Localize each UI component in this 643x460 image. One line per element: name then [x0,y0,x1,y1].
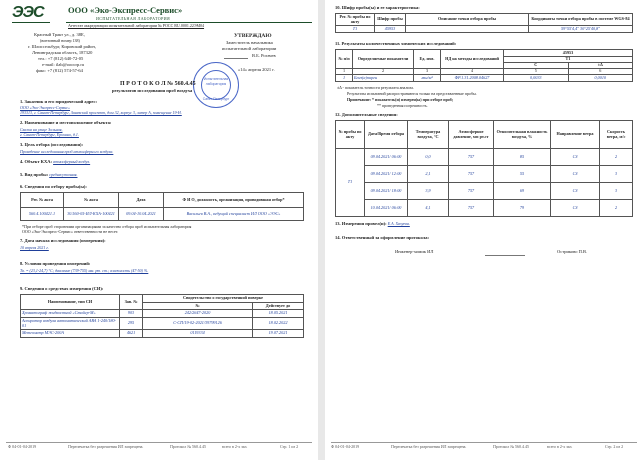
table-cell: Аспиратор воздуха автоматический АВА 1-240/180-01 [21,318,120,330]
footer-form-code: Ф 04-01-04-2019 [8,444,37,449]
table-cell: СЗ [551,200,600,217]
table-cell: Васильев В.А., ведущий специалист ИЛ ООО «ЭЭС» [164,208,304,221]
table-header-cell: Температура воздуха, °С [408,121,449,149]
sampling-note: ООО «Эко-Экспресс-Сервис» ответственности не несет. [22,229,119,234]
table-cell: Т1 [336,149,365,217]
table-row [21,330,304,338]
table-header-cell: Т1 [504,57,633,63]
table-cell: 903 [120,310,143,318]
section-13-value: Е.А. Хазуева. [387,221,410,226]
responsible-signature-line [485,255,525,256]
section-7-label: 7. Дата начала исследования (измерения): [20,238,106,243]
table-index-cell: 2 [353,69,414,75]
responsible-role: Инженер-химик ИЛ [395,249,434,254]
footer-copies: всего в 2-х экз. [222,444,248,449]
table-cell: 2,1 [408,166,449,183]
table-header-cell: Зав. № [120,295,143,310]
address-line: факс: +7 (812) 574-57-64 [36,68,83,73]
approve-signature-line [224,58,248,59]
table-cell: 09.04.2021/ 06:00 [365,149,408,166]
table-cell: 3 [600,166,633,183]
address-line: тел.: +7 (812) 640-72-05 [38,56,84,61]
table-row [336,166,633,183]
results-note: ±Δ - показатель точности результата анализа. [337,85,414,90]
table-cell: 09.04-10.04.2021 [119,208,164,221]
section-13-label: 13. Измерения провел(и): [335,221,388,226]
section-4-label: 4. Объект КХА: [20,159,54,164]
table-cell: 69 [494,183,551,200]
table-cell: ФР.1.31.2008.04627 [441,75,504,82]
table-header-row [336,14,633,26]
sampling-table [20,192,304,221]
table-cell: С-СП/19-02-2021/39799126 [143,318,253,330]
table-header-cell: Шифр пробы [375,14,406,26]
table-header-cell: Действует до [253,303,304,310]
section-12-label: 12. Дополнительные сведения: [335,112,398,117]
table-cell: 1 [336,75,353,82]
table-cell: 18.05.2021 [253,310,304,318]
table-header-cell: С [504,63,569,69]
table-cell: СЗ [551,149,600,166]
table-index-cell: 5 [504,69,569,75]
company-logo: ЭЭС [12,4,44,21]
table-index-cell: 6 [568,69,633,75]
section-14-label: 14. Ответственный за оформление протокола: [335,235,430,240]
table-cell: 757 [449,149,494,166]
table-cell: 757 [449,183,494,200]
table-cell: Хроматограф жидкостной «Стайер-М» [21,310,120,318]
table-cell: Т1 [336,26,375,33]
table-header-cell: Рег. № пробы по акту [336,14,375,26]
instruments-table [20,294,304,338]
table-cell: 3 [600,183,633,200]
footer-copy-notice: Перепечатка без разрешения ИЛ запрещена. [391,444,467,449]
table-header-cell: НД на методы исследований [441,50,504,69]
table-row [336,26,633,33]
table-cell: 59°55'4,4" 30°25'40,8" [529,26,633,33]
footer-copies: всего в 2-х экз. [547,444,573,449]
section-4 [20,160,90,165]
table-row [336,75,633,82]
table-index-cell: 1 [336,69,353,75]
section-7-value: 10 апреля 2021 г. [20,245,49,250]
table-cell: 10.04.2021/ 06:00 [365,200,408,217]
table-row [21,208,304,221]
address-line: (вонтонный номер 138) [40,38,80,43]
section-2-value: г. Санкт-Петербург, Ерохино, д.1. [20,132,79,137]
section-5-value: среднесуточная. [49,172,78,177]
section-8-label: 8. Условия проведения измерений: [20,261,91,266]
address-line: Красный Тракт ул., д. 38Е, [34,32,85,37]
table-header-cell: Относительная влажность воздуха, % [494,121,551,149]
table-header-cell: № пробы по акту [336,121,365,149]
table-header-cell: 45953 [504,50,633,57]
protocol-title: П Р О Т О К О Л № 560.4.45 [120,81,196,87]
address-line: г. Шлиссельбург, Кировский район, [28,44,96,49]
table-header-row [336,121,633,149]
table-header-cell: Описание точки отбора пробы [406,14,529,26]
footer-form-code: Ф 04-01-04-2019 [331,444,360,449]
table-cell: 3,9 [408,183,449,200]
results-note: ** проведенная погрешность. [377,103,428,108]
section-2-value: Свалка на улице Зольная, [20,127,63,132]
logo-underline [12,22,50,23]
footer-protocol-number: Протокол № 560.4.45 [170,444,207,449]
table-header-row [21,295,304,303]
table-cell: 0,0 [408,149,449,166]
company-name: ООО «Эко-Экспресс-Сервис» [68,5,183,15]
table-header-cell: № акта [64,193,119,208]
responsible-name: Остриково П.В. [557,249,588,254]
table-header-cell: № [143,303,253,310]
section-13 [335,222,410,227]
table-cell: 295 [120,318,143,330]
table-cell: 2 [600,149,633,166]
footer-copy-notice: Перепечатка без разрешения ИЛ запрещена. [68,444,144,449]
table-cell: 85 [494,149,551,166]
results-note: Результаты испытаний распространяются только на представленные пробы. [347,91,477,96]
table-header-cell: Дата [119,193,164,208]
approve-signer: В.Б. Рогачев [252,53,276,58]
table-index-cell: 4 [441,69,504,75]
table-cell: Бенз(а)пирен [353,75,414,82]
footer-page-number: Стр. 1 из 2 [280,444,299,449]
table-header-cell: Направление ветра [551,121,600,149]
table-cell: 757 [449,166,494,183]
section-5 [20,173,77,178]
section-9-label: 9. Сведения о средствах измерения (СИ): [20,286,104,291]
table-header-cell: Определяемые показатели [353,50,414,69]
table-cell: 19.07.2021 [253,330,304,338]
section-1-value: ООО «Эко-Экспресс-Сервис» [20,105,71,110]
table-cell: 79 [494,200,551,217]
conditions-table [335,120,633,217]
table-header-cell: Свидетельство о государственной поверке [143,295,304,303]
table-cell: 45953 [375,26,406,33]
table-header-cell: Скорость ветра, м/с [600,121,633,149]
table-cell: 09.04.2021/ 12:00 [365,166,408,183]
table-header-cell: Дата/Время отбора [365,121,408,149]
table-header-cell: Ф И О, должность, организация, проводившая отбор* [164,193,304,208]
protocol-subtitle: результатов исследования проб воздуха [112,88,193,93]
table-cell: 0,0010 [568,75,633,82]
accreditation: Аттестат аккредитации испытательной лаборатории № РОСС RU.0001.22ЭМ04 [68,23,205,28]
results-table [335,49,633,82]
section-2-label: 2. Наименование и местоположение объекта: [20,120,112,125]
table-header-cell: Координаты точки отбора пробы в системе WGS-84 [529,14,633,26]
table-cell: СЗ [551,183,600,200]
table-cell: 4,1 [408,200,449,217]
table-cell: 09.04.2021/ 18:00 [365,183,408,200]
table-cell [406,26,529,33]
table-header-cell: Ед. изм. [414,50,441,69]
table-header-cell: Наименование, тип СИ [21,295,120,310]
section-11-label: 11. Результаты количественных химических исследований: [335,41,457,46]
page-divider [318,0,325,460]
table-cell: 0,0033 [504,75,569,82]
table-index-cell: 3 [414,69,441,75]
table-row [21,318,304,330]
sampling-note: *При отборе проб сторонними организациями за качество отбора проб испытательная лаборатория [22,224,192,229]
footer-rule [6,442,312,443]
section-5-label: 5. Вид пробы: [20,172,50,177]
table-cell: 757 [449,200,494,217]
protocol-page-1 [0,0,318,460]
approve-role: испытательной лаборатории [222,46,277,51]
section-1-label: 1. Заказчик и его юридический адрес: [20,99,97,104]
footer-rule [331,442,637,443]
table-row [336,149,633,166]
section-6-label: 6. Сведения по отбору пробы(ы): [20,184,87,189]
results-note: Примечание: * показатель(и) измерен(ы) при отборе проб; [347,97,454,102]
table-row [336,200,633,217]
footer-protocol-number: Протокол № 560.4.45 [493,444,530,449]
table-cell: 4621 [120,330,143,338]
footer-page-number: Стр. 2 из 2 [605,444,624,449]
stamp-text: Санкт-Петербург [202,97,230,101]
stamp-text: лаборатория [205,82,227,86]
section-3-value: Проведение исследования проб атмосферного воздуха. [20,149,114,154]
table-cell: 560.4.100421.1 [21,208,64,221]
approve-title: УТВЕРЖДАЮ [234,33,272,39]
table-header-row [336,50,633,57]
lab-stamp [193,62,239,108]
address-line: Ленинградская область, 187320 [32,50,93,55]
table-header-cell: Рег. № акта [21,193,64,208]
approve-date: «14» апреля 2021 г. [238,67,275,72]
table-cell: 2 [600,200,633,217]
section-8-value: Тв. = (23,1-24,7) °С; давление (739-755) мм. рт. ст.; влажность (47-50) %. [20,268,149,273]
section-4-value: атмосферный воздух. [53,159,91,164]
approve-role: Заместитель начальника [226,40,273,45]
protocol-page-2 [325,0,643,460]
section-1-value: 193313, г. Санкт-Петербург, Заневский проспект, дом 32, корпус 3, литер А, помещение 19-Н. [20,110,182,115]
table-cell: 55 [494,166,551,183]
lab-line: ИСПЫТАТЕЛЬНАЯ ЛАБОРАТОРИЯ [96,16,171,21]
table-row [336,183,633,200]
table-cell: 30.560-05-ИЛ-КХА-100421 [64,208,119,221]
table-header-cell: ±Δ [568,63,633,69]
table-header-cell: Атмосферное давление, мм рт.ст [449,121,494,149]
table-cell: 18.02.2022 [253,318,304,330]
table-cell: СЗ [551,166,600,183]
section-3-label: 3. Цель отбора (исследования): [20,142,84,147]
address-line: e-mail: ilab@ooocrp.ru [42,62,85,67]
table-cell: мкг/м³ [414,75,441,82]
table-cell: Метеометр МЭС-200А [21,330,120,338]
sample-code-table [335,13,633,33]
table-cell: 0119334 [143,330,253,338]
stamp-text: Испытательная [203,77,229,81]
section-10-label: 10. Шифр пробы(ы) и ее характеристика: [335,5,420,10]
table-row [21,310,304,318]
table-header-cell: № п/п [336,50,353,69]
table-header-row [21,193,304,208]
table-cell: 242/2647-2020 [143,310,253,318]
